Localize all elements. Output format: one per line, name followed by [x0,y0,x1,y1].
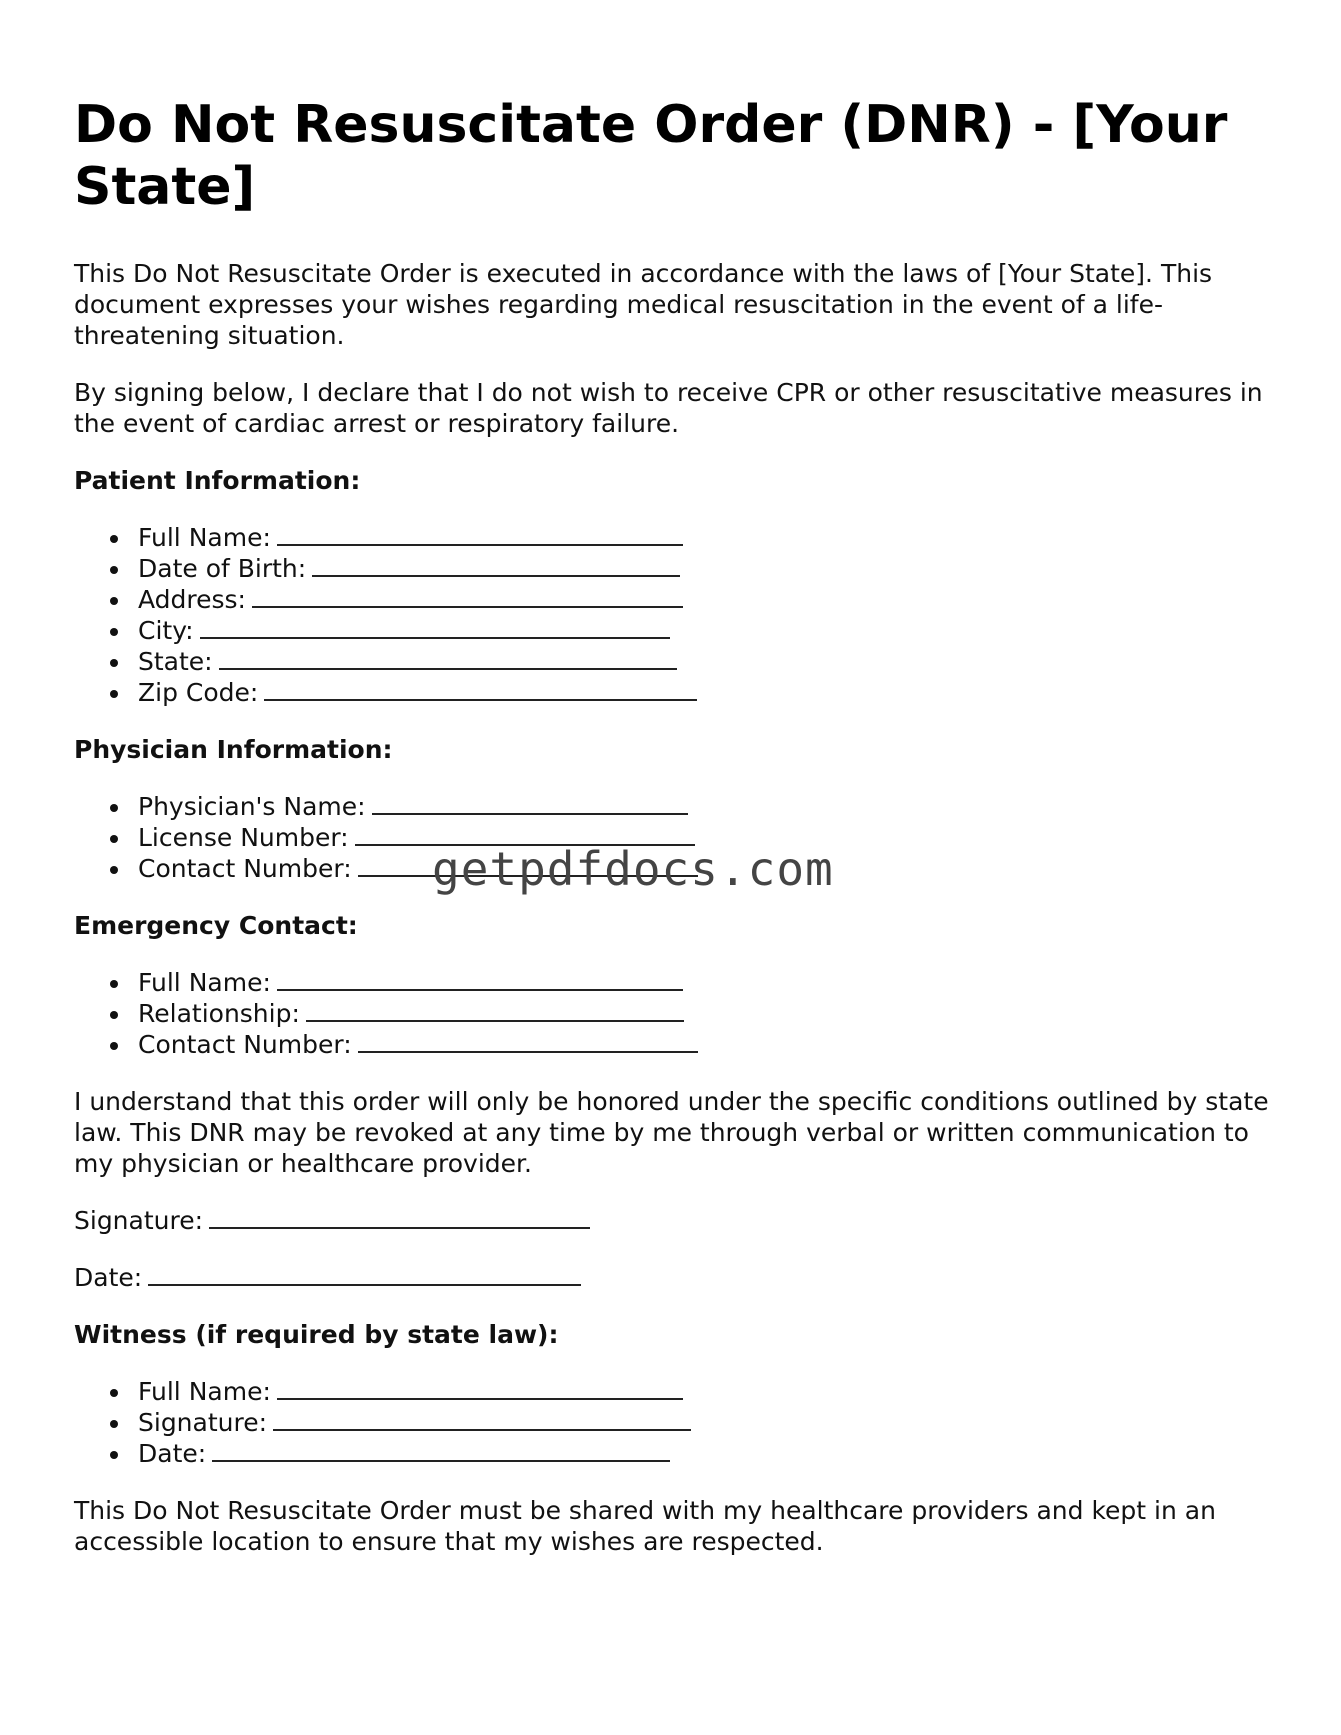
patient-info-list [74,522,1274,708]
witness-date-label: Date: [138,1439,207,1468]
emergency-contact-heading: Emergency Contact: [74,911,358,940]
date-line [74,1262,1274,1293]
patient-state-field[interactable] [219,646,677,670]
patient-city-label: City: [138,616,194,645]
emergency-contact-number-item [138,1029,1274,1060]
document-page [74,94,1274,1583]
intro-paragraph: This Do Not Resuscitate Order is executed in accordance with the laws of [Your State]. This document expresses your wishes regarding medical resuscitation in the event of a life-threatening situation. [74,259,1213,350]
signature-label: Signature: [74,1206,204,1235]
emergency-full-name-item [138,967,1274,998]
physician-contact-label: Contact Number: [138,854,352,883]
understanding-paragraph: I understand that this order will only be honored under the specific conditions outlined by state law. This DNR may be revoked at any time by me through verbal or written communication to my physician or healthcare provider. [74,1087,1269,1178]
witness-signature-label: Signature: [138,1408,268,1437]
patient-dob-label: Date of Birth: [138,554,307,583]
document-title: Do Not Resuscitate Order (DNR) - [Your State] [74,95,1228,217]
patient-full-name-label: Full Name: [138,523,271,552]
patient-city-field[interactable] [200,615,670,639]
witness-date-item [138,1438,1274,1469]
emergency-contact-number-label: Contact Number: [138,1030,352,1059]
witness-date-field[interactable] [212,1438,670,1462]
physician-name-item [138,791,1274,822]
patient-state-item [138,646,1274,677]
patient-state-label: State: [138,647,213,676]
patient-zip-label: Zip Code: [138,678,259,707]
closing-paragraph: This Do Not Resuscitate Order must be shared with my healthcare providers and kept in an accessible location to ensure that my wishes are respected. [74,1496,1216,1556]
patient-zip-field[interactable] [264,677,697,701]
witness-full-name-label: Full Name: [138,1377,271,1406]
date-label: Date: [74,1263,143,1292]
patient-full-name-field[interactable] [277,522,683,546]
watermark-text: getpdfdocs.com [432,842,834,896]
physician-name-field[interactable] [372,791,688,815]
emergency-full-name-field[interactable] [277,967,683,991]
witness-signature-field[interactable] [273,1407,691,1431]
patient-full-name-item [138,522,1274,553]
patient-info-heading: Patient Information: [74,466,361,495]
emergency-relationship-label: Relationship: [138,999,300,1028]
witness-list [74,1376,1274,1469]
emergency-contact-list [74,967,1274,1060]
witness-heading: Witness (if required by state law): [74,1320,559,1349]
patient-address-label: Address: [138,585,246,614]
signature-line [74,1205,1274,1236]
emergency-full-name-label: Full Name: [138,968,271,997]
patient-city-item [138,615,1274,646]
patient-zip-item [138,677,1274,708]
physician-info-heading: Physician Information: [74,735,393,764]
declaration-paragraph: By signing below, I declare that I do not wish to receive CPR or other resuscitative measures in the event of cardiac arrest or respiratory failure. [74,378,1263,438]
emergency-relationship-item [138,998,1274,1029]
patient-dob-field[interactable] [312,553,680,577]
physician-license-label: License Number: [138,823,349,852]
patient-address-field[interactable] [252,584,683,608]
physician-name-label: Physician's Name: [138,792,366,821]
date-field[interactable] [148,1262,581,1286]
patient-dob-item [138,553,1274,584]
witness-signature-item [138,1407,1274,1438]
patient-address-item [138,584,1274,615]
signature-field[interactable] [209,1205,590,1229]
emergency-relationship-field[interactable] [306,998,684,1022]
witness-full-name-field[interactable] [277,1376,683,1400]
witness-full-name-item [138,1376,1274,1407]
emergency-contact-number-field[interactable] [358,1029,698,1053]
